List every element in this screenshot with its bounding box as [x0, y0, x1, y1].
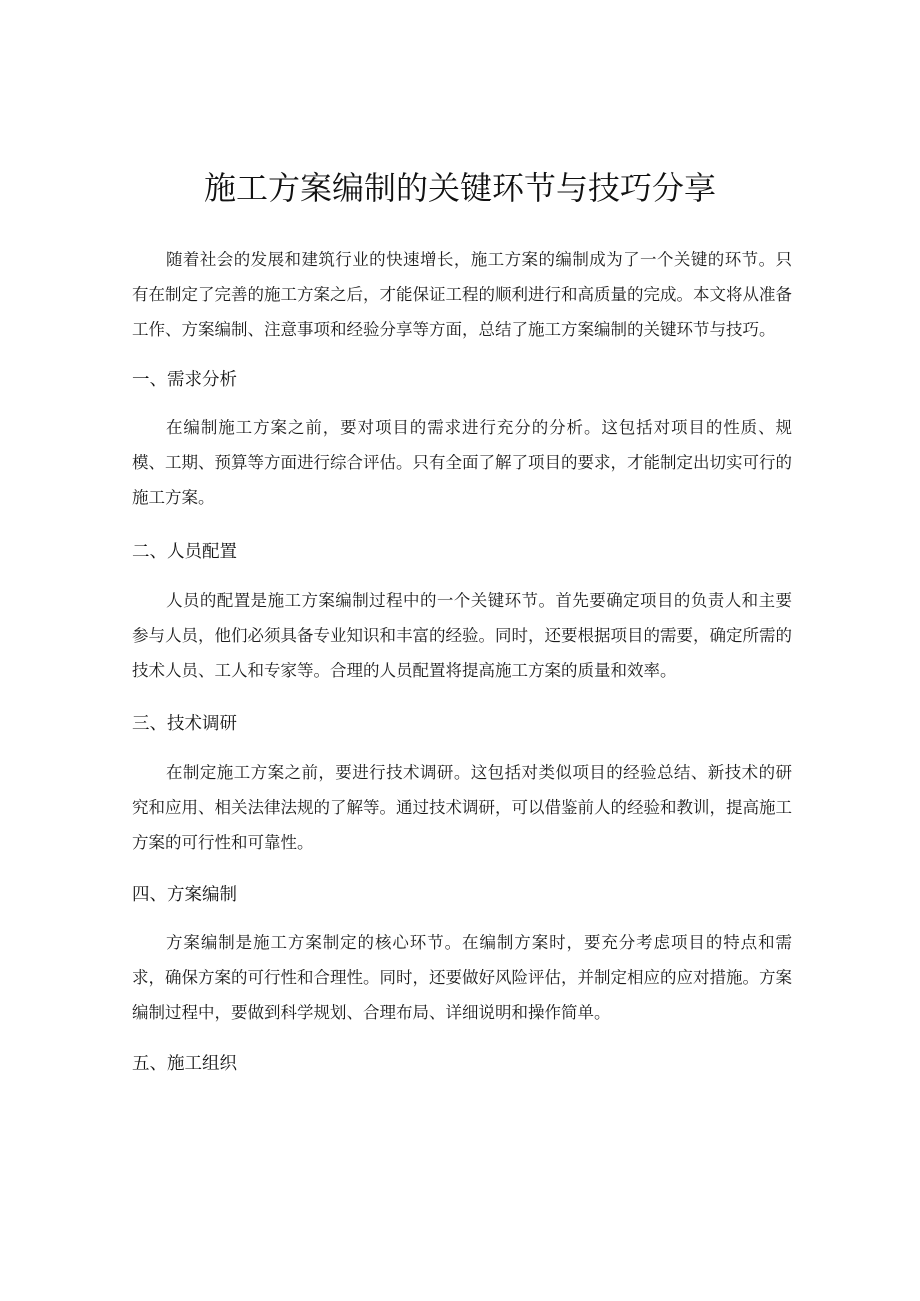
section-heading-plan-compilation: 四、方案编制	[132, 885, 237, 905]
intro-paragraph: 随着社会的发展和建筑行业的快速增长，施工方案的编制成为了一个关键的环节。只有在制定了完善的施工方案之后，才能保证工程的顺利进行和高质量的完成。本文将从准备工作、方案编制、注意事项和经验分享等方面，总结了施工方案编制的关键环节与技巧。	[132, 250, 792, 339]
section-body-requirements-analysis: 在编制施工方案之前，要对项目的需求进行充分的分析。这包括对项目的性质、规模、工期、预算等方面进行综合评估。只有全面了解了项目的要求，才能制定出切实可行的施工方案。	[132, 418, 792, 507]
section-heading-construction-organization: 五、施工组织	[132, 1054, 237, 1074]
section-heading-staffing: 二、人员配置	[132, 542, 237, 562]
section-body-staffing: 人员的配置是施工方案编制过程中的一个关键环节。首先要确定项目的负责人和主要参与人员，他们必须具备专业知识和丰富的经验。同时，还要根据项目的需要，确定所需的技术人员、工人和专家等。合理的人员配置将提高施工方案的质量和效率。	[132, 591, 792, 680]
document-title: 施工方案编制的关键环节与技巧分享	[203, 169, 716, 207]
section-heading-requirements-analysis: 一、需求分析	[132, 370, 237, 390]
section-body-technical-research: 在制定施工方案之前，要进行技术调研。这包括对类似项目的经验总结、新技术的研究和应用、相关法律法规的了解等。通过技术调研，可以借鉴前人的经验和教训，提高施工方案的可行性和可靠性。	[132, 763, 792, 852]
section-heading-technical-research: 三、技术调研	[132, 714, 237, 734]
section-body-plan-compilation: 方案编制是施工方案制定的核心环节。在编制方案时，要充分考虑项目的特点和需求，确保方案的可行性和合理性。同时，还要做好风险评估，并制定相应的应对措施。方案编制过程中，要做到科学规划、合理布局、详细说明和操作简单。	[132, 933, 792, 1022]
